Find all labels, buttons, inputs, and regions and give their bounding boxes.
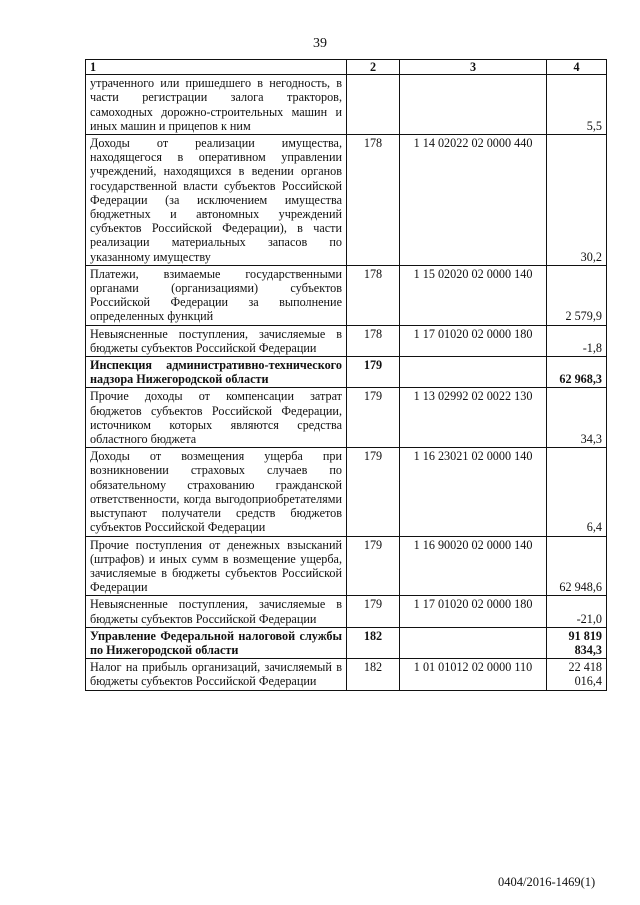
- income-name: Доходы от возмещения ущерба при возникновении страховых случаев по обязательному страхованию гражданской ответственности, когда выгодоприобретателями выступают получатели средств бюджетов субъектов Российской Федерации: [86, 448, 347, 536]
- amount: 5,5: [547, 75, 607, 135]
- table-row: [86, 75, 607, 135]
- admin-code: 179: [347, 596, 400, 627]
- budget-classification-code: 1 01 01012 02 0000 110: [400, 659, 547, 690]
- header-col-2: 2: [347, 60, 400, 75]
- table-row: [86, 596, 607, 627]
- admin-code: 178: [347, 135, 400, 266]
- income-name: Невыясненные поступления, зачисляемые в бюджеты субъектов Российской Федерации: [86, 325, 347, 356]
- income-name: Невыясненные поступления, зачисляемые в бюджеты субъектов Российской Федерации: [86, 596, 347, 627]
- table-row: [86, 357, 607, 388]
- budget-classification-code: [400, 627, 547, 658]
- table-row: [86, 627, 607, 658]
- budget-classification-code: 1 17 01020 02 0000 180: [400, 596, 547, 627]
- table-row: [86, 325, 607, 356]
- amount: 91 819 834,3: [547, 627, 607, 658]
- income-name: Налог на прибыль организаций, зачисляемый в бюджеты субъектов Российской Федерации: [86, 659, 347, 690]
- budget-classification-code: 1 16 23021 02 0000 140: [400, 448, 547, 536]
- admin-code: 182: [347, 627, 400, 658]
- table-row: [86, 659, 607, 690]
- budget-classification-code: [400, 75, 547, 135]
- budget-classification-code: 1 15 02020 02 0000 140: [400, 265, 547, 325]
- table-row: [86, 448, 607, 536]
- document-code: 0404/2016-1469(1): [498, 875, 596, 889]
- income-name: Доходы от реализации имущества, находящегося в оперативном управлении учреждений, находящихся в ведении органов государственной власти субъектов Российской Федерации (за исключением имущества бюджетных и автономных учреждений субъектов Российской Федерации), в части реализации материальных запасов по указанному имуществу: [86, 135, 347, 266]
- table-row: [86, 536, 607, 596]
- income-name: Управление Федеральной налоговой службы по Нижегородской области: [86, 627, 347, 658]
- amount: -21,0: [547, 596, 607, 627]
- revenue-table: [85, 59, 607, 691]
- header-col-1: 1: [86, 60, 347, 75]
- income-name: Прочие поступления от денежных взысканий (штрафов) и иных сумм в возмещение ущерба, зачисляемые в бюджеты субъектов Российской Федерации: [86, 536, 347, 596]
- amount: 2 579,9: [547, 265, 607, 325]
- amount: 22 418 016,4: [547, 659, 607, 690]
- amount: 62 968,3: [547, 357, 607, 388]
- income-name: Платежи, взимаемые государственными органами (организациями) субъектов Российской Федерации за выполнение определенных функций: [86, 265, 347, 325]
- income-name: Прочие доходы от компенсации затрат бюджетов субъектов Российской Федерации, источником которых являются средства областного бюджета: [86, 388, 347, 448]
- budget-classification-code: 1 16 90020 02 0000 140: [400, 536, 547, 596]
- budget-classification-code: 1 14 02022 02 0000 440: [400, 135, 547, 266]
- budget-classification-code: [400, 357, 547, 388]
- amount: 30,2: [547, 135, 607, 266]
- table-row: [86, 265, 607, 325]
- admin-code: 179: [347, 536, 400, 596]
- admin-code: 179: [347, 448, 400, 536]
- admin-code: 179: [347, 388, 400, 448]
- page-number: 39: [313, 36, 327, 51]
- admin-code: 178: [347, 265, 400, 325]
- admin-code: [347, 75, 400, 135]
- amount: 62 948,6: [547, 536, 607, 596]
- income-name: утраченного или пришедшего в негодность, в части регистрации залога тракторов, самоходных дорожно-строительных машин и иных машин и прицепов к ним: [86, 75, 347, 135]
- admin-code: 179: [347, 357, 400, 388]
- amount: 6,4: [547, 448, 607, 536]
- amount: 34,3: [547, 388, 607, 448]
- amount: -1,8: [547, 325, 607, 356]
- table-row: [86, 135, 607, 266]
- admin-code: 178: [347, 325, 400, 356]
- table-header-row: [86, 60, 607, 75]
- table-row: [86, 388, 607, 448]
- budget-classification-code: 1 17 01020 02 0000 180: [400, 325, 547, 356]
- header-col-3: 3: [400, 60, 547, 75]
- budget-classification-code: 1 13 02992 02 0022 130: [400, 388, 547, 448]
- header-col-4: 4: [547, 60, 607, 75]
- admin-code: 182: [347, 659, 400, 690]
- income-name: Инспекция административно-технического надзора Нижегородской области: [86, 357, 347, 388]
